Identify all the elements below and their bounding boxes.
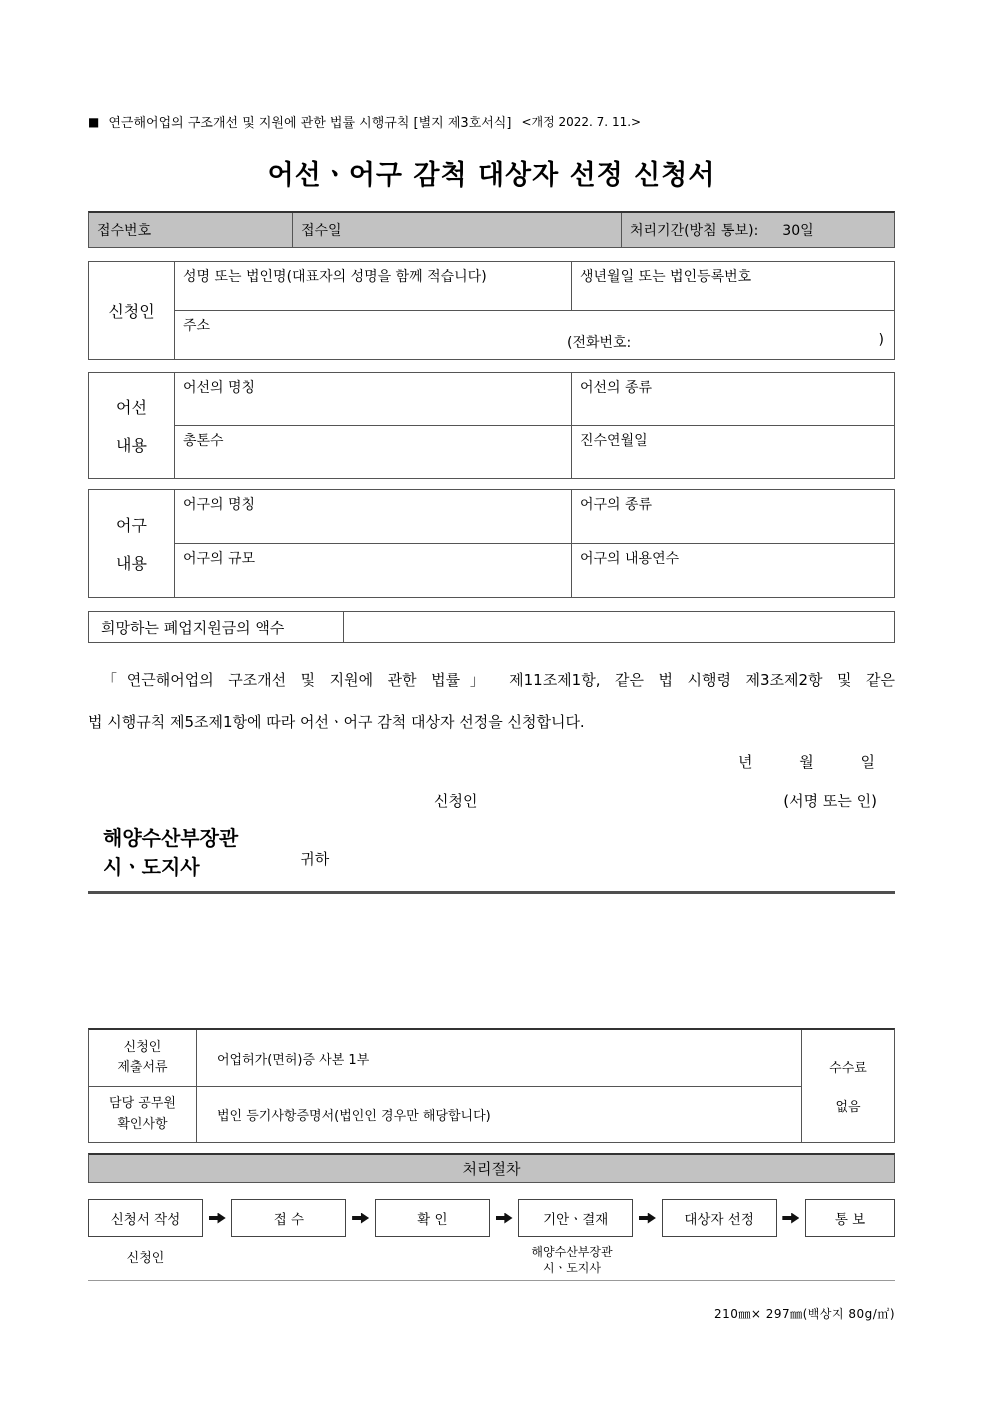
procedure-flow <box>88 1198 895 1238</box>
flow-arrow-wrap <box>490 1213 518 1224</box>
applicant-row-label <box>89 262 174 359</box>
form-notice <box>88 112 895 131</box>
vessel-launch-date-field: 진수연월일 <box>571 425 894 478</box>
phone-label: (전화번호: <box>567 335 632 351</box>
support-amount-table <box>88 611 895 643</box>
flow-arrow-wrap <box>633 1213 661 1224</box>
bottom-divider <box>88 1280 895 1281</box>
official-check-header-line2: 확인사항 <box>117 1116 168 1132</box>
receipt-number-cell: 접수번호 <box>97 223 152 239</box>
applicant-documents-header-line2: 제출서류 <box>117 1060 168 1075</box>
fee-cell <box>801 1030 894 1142</box>
actor-authority-line1: 해양수산부장관 <box>531 1245 613 1259</box>
gear-row-label-line2: 내용 <box>116 554 147 573</box>
right-arrow-icon <box>352 1213 369 1224</box>
applicant-row-label-text: 신청인 <box>108 302 155 321</box>
procedure-actors <box>88 1244 895 1280</box>
official-check-header-line1: 담당 공무원 <box>109 1096 176 1112</box>
notice-law-text: 연근해어업의 구조개선 및 지원에 관한 법률 시행규칙 [별지 제3호서식] <box>108 116 512 131</box>
right-arrow-icon <box>209 1213 226 1224</box>
procedure-title: 처리절차 <box>462 1160 521 1178</box>
date-line <box>88 751 895 772</box>
fee-value: 없음 <box>835 1100 861 1115</box>
actor-authority-label <box>472 1244 672 1276</box>
vessel-row-label-line2: 내용 <box>116 436 147 455</box>
applicant-documents-content: 어업허가(면허)증 사본 1부 <box>196 1030 801 1086</box>
right-arrow-icon <box>639 1213 656 1224</box>
addressee-honorific: 귀하 <box>300 849 330 868</box>
signature-seal-note: (서명 또는 인) <box>783 792 877 810</box>
gear-row-label <box>89 490 174 597</box>
right-arrow-icon <box>496 1213 513 1224</box>
official-check-content: 법인 등기사항증명서(법인인 경우만 해당합니다) <box>196 1086 801 1142</box>
step-selection: 대상자 선정 <box>662 1199 777 1237</box>
step-confirm: 확 인 <box>375 1199 490 1237</box>
vessel-type-field: 어선의 종류 <box>571 373 894 425</box>
receipt-date-cell: 접수일 <box>292 213 621 247</box>
phone-close-paren: ) <box>878 332 884 348</box>
step-notification: 통 보 <box>805 1199 895 1237</box>
paper-spec-note: 210㎜× 297㎜(백상지 80g/㎡) <box>713 1307 895 1321</box>
step-receipt: 접 수 <box>231 1199 346 1237</box>
gear-row-label-line1: 어구 <box>116 516 147 535</box>
declaration-paragraph <box>88 659 895 743</box>
page-title: 어선ㆍ어구 감척 대상자 선정 신청서 <box>267 160 716 191</box>
vessel-row-label <box>89 373 174 478</box>
black-square-icon: ■ <box>88 114 100 129</box>
vessel-row-label-line1: 어선 <box>116 398 147 417</box>
notice-revision-text: <개정 2022. 7. 11.> <box>521 115 642 129</box>
addressee-names <box>103 824 238 882</box>
gear-name-field: 어구의 명칭 <box>174 490 571 543</box>
vessel-tonnage-field: 총톤수 <box>174 425 571 478</box>
documents-table <box>88 1028 895 1143</box>
applicant-documents-header-line1: 신청인 <box>123 1039 162 1055</box>
date-day-label: 일 <box>860 753 875 771</box>
phone-number-field <box>567 332 884 352</box>
thick-divider <box>88 891 895 894</box>
processing-period-label: 처리기간(방침 통보): <box>630 223 759 239</box>
step-draft-approval: 기안ㆍ결재 <box>518 1199 633 1237</box>
support-amount-label: 희망하는 폐업지원금의 액수 <box>101 618 285 637</box>
applicant-name-field: 성명 또는 법인명(대표자의 성명을 함께 적습니다) <box>174 262 571 310</box>
gear-service-life-field: 어구의 내용연수 <box>571 543 894 597</box>
signature-applicant-label: 신청인 <box>434 792 478 810</box>
flow-arrow-wrap <box>777 1213 805 1224</box>
fee-label: 수수료 <box>829 1061 867 1076</box>
processing-period-value: 30일 <box>782 223 814 239</box>
addressee-block <box>88 824 895 882</box>
vessel-name-field: 어선의 명칭 <box>174 373 571 425</box>
support-amount-input-area <box>343 612 894 642</box>
applicant-birth-field: 생년월일 또는 법인등록번호 <box>571 262 894 310</box>
vessel-table <box>88 372 895 479</box>
procedure-title-bar <box>88 1153 895 1183</box>
applicant-address-field <box>174 310 894 359</box>
signature-line <box>88 790 895 812</box>
gear-table <box>88 489 895 598</box>
gear-size-field: 어구의 규모 <box>174 543 571 597</box>
addressee-line2: 시ㆍ도지사 <box>103 855 200 879</box>
date-month-label: 월 <box>799 753 814 771</box>
applicant-table <box>88 261 895 360</box>
declaration-line2: 법 시행규칙 제5조제1항에 따라 어선ㆍ어구 감척 대상자 선정을 신청합니다. <box>88 713 585 731</box>
applicant-documents-header <box>89 1030 196 1086</box>
step-write-application: 신청서 작성 <box>88 1199 203 1237</box>
date-year-label: 년 <box>737 753 753 771</box>
addressee-line1: 해양수산부장관 <box>103 826 239 850</box>
official-check-header <box>89 1086 196 1142</box>
right-arrow-icon <box>782 1213 799 1224</box>
flow-arrow-wrap <box>203 1213 231 1224</box>
flow-arrow-wrap <box>346 1213 374 1224</box>
receipt-table <box>88 211 895 248</box>
actor-authority-line2: 시ㆍ도지사 <box>543 1261 601 1276</box>
actor-applicant-label: 신청인 <box>126 1251 165 1266</box>
processing-period-cell <box>621 213 894 247</box>
declaration-line1: 「연근해어업의 구조개선 및 지원에 관한 법률」 제11조제1항, 같은 법 시행령 제3조제2항 및 같은 <box>102 671 895 689</box>
gear-type-field: 어구의 종류 <box>571 490 894 543</box>
address-label: 주소 <box>183 318 211 334</box>
